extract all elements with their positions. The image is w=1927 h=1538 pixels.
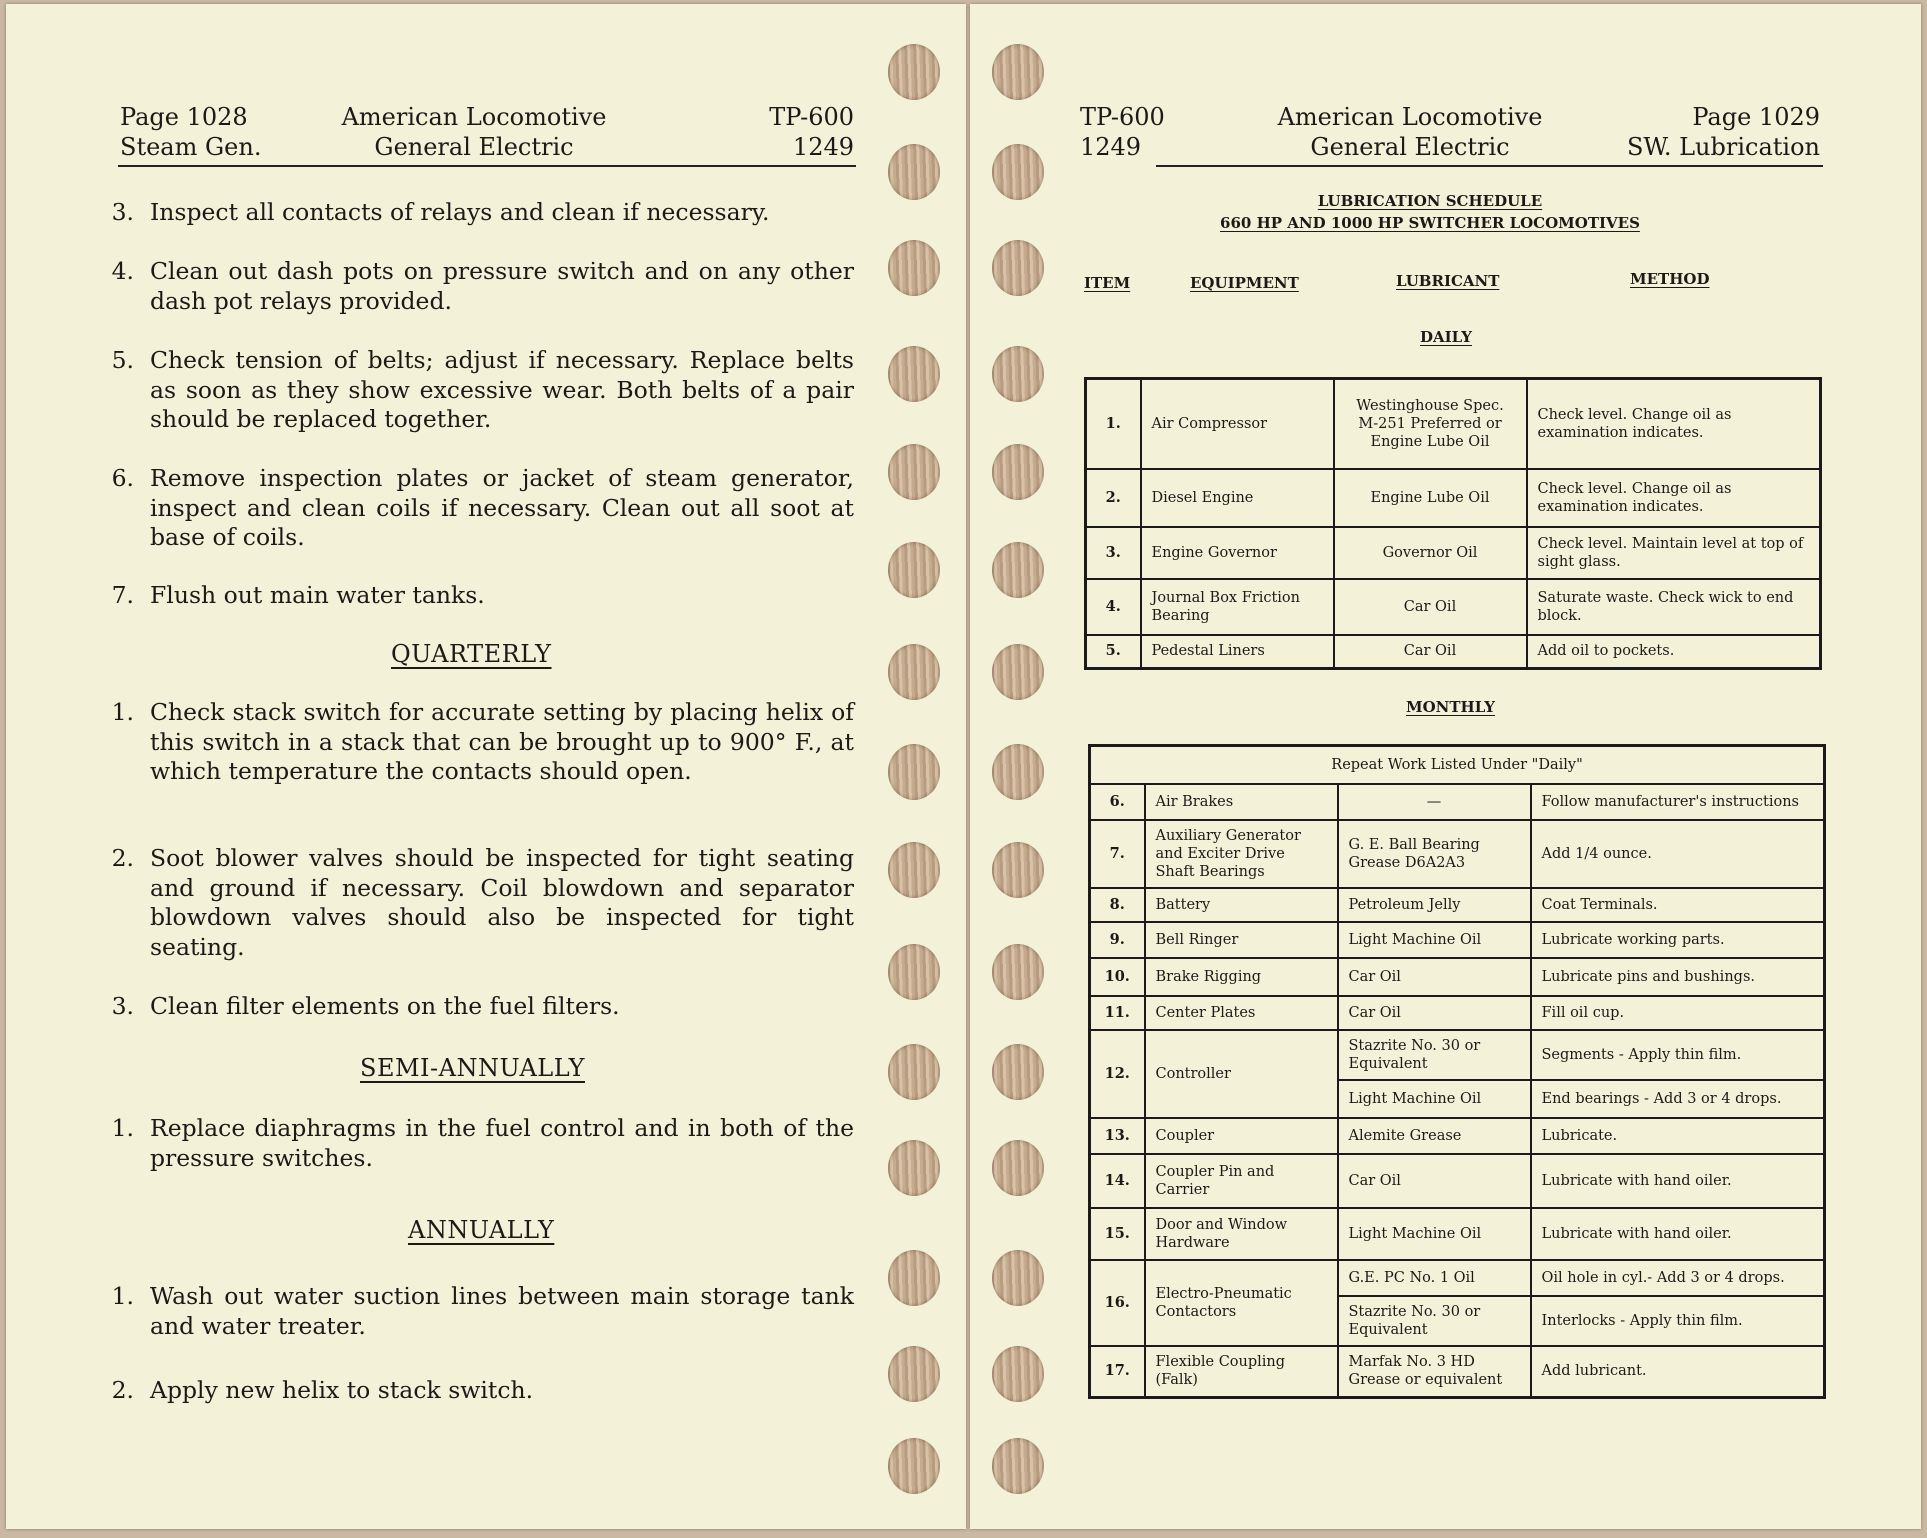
table-row (1090, 746, 1825, 784)
table-row (1090, 996, 1825, 1030)
method-cell: Lubricate with hand oiler. (1531, 1208, 1825, 1260)
binding-hole (992, 1346, 1044, 1402)
binding-hole (992, 1140, 1044, 1196)
binding-hole (888, 346, 940, 402)
schedule-title (1070, 192, 1790, 232)
method-cell: Check level. Maintain level at top of sight glass. (1527, 527, 1821, 579)
list-item (104, 992, 854, 1022)
method-cell: Fill oil cup. (1531, 996, 1825, 1030)
equipment-cell: Pedestal Liners (1141, 635, 1334, 669)
equipment-cell: Electro-Pneumatic Contactors (1145, 1260, 1338, 1346)
header-rule (1156, 165, 1823, 167)
item-text: Replace diaphragms in the fuel control and in both of the pressure switches. (150, 1114, 854, 1172)
quarterly-heading: QUARTERLY (391, 640, 552, 668)
table-row (1090, 1030, 1825, 1080)
method-cell: Lubricate with hand oiler. (1531, 1154, 1825, 1208)
binding-hole (992, 444, 1044, 500)
method-cell: Add lubricant. (1531, 1346, 1825, 1398)
item-number: 5. (111, 346, 134, 374)
company-line-1: American Locomotive (1277, 103, 1543, 131)
table-row (1090, 1118, 1825, 1154)
item-number: 5. (1086, 635, 1141, 669)
binding-hole (888, 744, 940, 800)
binding-hole (888, 1438, 940, 1494)
binding-hole (888, 944, 940, 1000)
binding-hole (992, 1044, 1044, 1100)
method-cell: Oil hole in cyl.- Add 3 or 4 drops. (1531, 1260, 1825, 1296)
right-doc-code-block (1080, 102, 1165, 162)
left-page (6, 4, 966, 1529)
method-cell: Lubricate. (1531, 1118, 1825, 1154)
item-number: 3. (111, 198, 134, 226)
method-cell: Check level. Change oil as examination indicates. (1527, 469, 1821, 527)
column-header-equipment: EQUIPMENT (1190, 274, 1299, 292)
equipment-cell: Air Brakes (1145, 784, 1338, 820)
lubricant-cell: G. E. Ball Bearing Grease D6A2A3 (1338, 820, 1531, 888)
item-number: 11. (1090, 996, 1145, 1030)
table-row (1090, 958, 1825, 996)
item-text: Check stack switch for accurate setting by placing helix of this switch in a stack that can be brought up to 900° F., at which temperature the contacts should open. (150, 698, 854, 785)
doc-code: TP-600 (1080, 103, 1165, 131)
lubricant-cell: Alemite Grease (1338, 1118, 1531, 1154)
daily-label: DAILY (1420, 328, 1472, 346)
method-cell: Lubricate pins and bushings. (1531, 958, 1825, 996)
table-row (1090, 1346, 1825, 1398)
doc-code: TP-600 (769, 103, 854, 131)
item-number: 2. (111, 844, 134, 872)
item-number: 4. (111, 257, 134, 285)
binding-hole (888, 1250, 940, 1306)
header-rule (118, 165, 856, 167)
binding-hole (992, 744, 1044, 800)
left-doc-code-block (706, 102, 854, 162)
item-number: 15. (1090, 1208, 1145, 1260)
item-number: 6. (111, 464, 134, 492)
company-line-2: General Electric (374, 133, 574, 161)
table-row (1090, 784, 1825, 820)
item-number: 10. (1090, 958, 1145, 996)
lubricant-cell: G.E. PC No. 1 Oil (1338, 1260, 1531, 1296)
binding-hole (992, 944, 1044, 1000)
column-header-item: ITEM (1084, 274, 1131, 292)
doc-number: 1249 (792, 133, 854, 161)
equipment-cell: Flexible Coupling (Falk) (1145, 1346, 1338, 1398)
binding-hole (992, 44, 1044, 100)
method-cell: Interlocks - Apply thin film. (1531, 1296, 1825, 1346)
lubricant-cell: Marfak No. 3 HD Grease or equivalent (1338, 1346, 1531, 1398)
item-number: 13. (1090, 1118, 1145, 1154)
page-number: Page 1029 (1692, 103, 1820, 131)
item-number: 4. (1086, 579, 1141, 635)
table-row (1086, 635, 1821, 669)
binding-hole (888, 44, 940, 100)
binding-hole (888, 644, 940, 700)
column-header-method: METHOD (1630, 270, 1710, 288)
monthly-label: MONTHLY (1406, 698, 1496, 716)
monthly-table (1088, 744, 1826, 1399)
binding-hole (992, 144, 1044, 200)
lubricant-cell: Stazrite No. 30 or Equivalent (1338, 1296, 1531, 1346)
lubricant-cell: Light Machine Oil (1338, 1208, 1531, 1260)
method-cell: Lubricate working parts. (1531, 922, 1825, 958)
method-cell: Check level. Change oil as examination indicates. (1527, 379, 1821, 469)
binding-hole (888, 444, 940, 500)
section-name: Steam Gen. (120, 133, 262, 161)
schedule-title-line-2: 660 HP AND 1000 HP SWITCHER LOCOMOTIVES (1220, 214, 1640, 232)
table-row (1086, 579, 1821, 635)
column-header-lubricant: LUBRICANT (1396, 272, 1500, 290)
item-text: Clean filter elements on the fuel filters. (150, 992, 620, 1020)
page-number: Page 1028 (120, 103, 248, 131)
annually-heading: ANNUALLY (408, 1216, 555, 1244)
binding-hole (992, 842, 1044, 898)
item-number: 16. (1090, 1260, 1145, 1346)
list-item (104, 257, 854, 316)
item-number: 7. (1090, 820, 1145, 888)
lubricant-cell: Car Oil (1338, 996, 1531, 1030)
item-text: Apply new helix to stack switch. (150, 1376, 534, 1404)
method-cell: End bearings - Add 3 or 4 drops. (1531, 1080, 1825, 1118)
binding-hole (992, 542, 1044, 598)
lubricant-cell: Engine Lube Oil (1334, 469, 1527, 527)
binding-hole (992, 644, 1044, 700)
binding-hole (992, 346, 1044, 402)
schedule-title-line-1: LUBRICATION SCHEDULE (1317, 192, 1543, 210)
method-cell: Coat Terminals. (1531, 888, 1825, 922)
item-number: 9. (1090, 922, 1145, 958)
list-item (104, 464, 854, 553)
equipment-cell: Coupler (1145, 1118, 1338, 1154)
lubricant-cell: Light Machine Oil (1338, 922, 1531, 958)
list-item (104, 581, 854, 611)
table-row (1086, 527, 1821, 579)
table-row (1090, 820, 1825, 888)
item-number: 3. (1086, 527, 1141, 579)
binding-hole (888, 542, 940, 598)
lubricant-cell: Westinghouse Spec. M-251 Preferred or Engine Lube Oil (1334, 379, 1527, 469)
method-cell: Segments - Apply thin film. (1531, 1030, 1825, 1080)
equipment-cell: Diesel Engine (1141, 469, 1334, 527)
equipment-cell: Controller (1145, 1030, 1338, 1118)
equipment-cell: Brake Rigging (1145, 958, 1338, 996)
binding-hole (992, 1250, 1044, 1306)
table-row (1090, 922, 1825, 958)
list-item (104, 698, 854, 787)
right-page (970, 4, 1921, 1529)
method-cell: Add oil to pockets. (1527, 635, 1821, 669)
item-number: 7. (111, 581, 134, 609)
lubricant-cell: Car Oil (1338, 958, 1531, 996)
item-number: 12. (1090, 1030, 1145, 1118)
right-page-number-block (1582, 102, 1820, 162)
equipment-cell: Battery (1145, 888, 1338, 922)
equipment-cell: Auxiliary Generator and Exciter Drive Shaft Bearings (1145, 820, 1338, 888)
binding-hole (888, 240, 940, 296)
method-cell: Follow manufacturer's instructions (1531, 784, 1825, 820)
binding-hole (888, 1044, 940, 1100)
lubricant-cell: Light Machine Oil (1338, 1080, 1531, 1118)
item-text: Inspect all contacts of relays and clean if necessary. (150, 198, 770, 226)
item-number: 1. (111, 698, 134, 726)
lubricant-cell: Petroleum Jelly (1338, 888, 1531, 922)
repeat-note: Repeat Work Listed Under "Daily" (1090, 746, 1825, 784)
table-row (1086, 469, 1821, 527)
equipment-cell: Engine Governor (1141, 527, 1334, 579)
item-text: Remove inspection plates or jacket of steam generator, inspect and clean coils if necessary. Clean out all soot at base of coils. (150, 464, 854, 551)
item-number: 3. (111, 992, 134, 1020)
equipment-cell: Journal Box Friction Bearing (1141, 579, 1334, 635)
list-item (104, 1282, 854, 1341)
binding-hole (888, 842, 940, 898)
item-number: 1. (111, 1114, 134, 1142)
item-text: Check tension of belts; adjust if necessary. Replace belts as soon as they show excessive wear. Both belts of a pair should be replaced together. (150, 346, 854, 433)
method-cell: Saturate waste. Check wick to end block. (1527, 579, 1821, 635)
method-cell: Add 1/4 ounce. (1531, 820, 1825, 888)
left-company-block (306, 102, 642, 162)
table-row (1090, 888, 1825, 922)
table-row (1090, 1154, 1825, 1208)
item-number: 1. (111, 1282, 134, 1310)
binding-hole (888, 1346, 940, 1402)
table-row (1086, 379, 1821, 469)
equipment-cell: Door and Window Hardware (1145, 1208, 1338, 1260)
company-line-2: General Electric (1310, 133, 1510, 161)
item-number: 17. (1090, 1346, 1145, 1398)
lubricant-cell: Car Oil (1338, 1154, 1531, 1208)
item-number: 2. (1086, 469, 1141, 527)
list-item (104, 1376, 854, 1406)
lubricant-cell: — (1338, 784, 1531, 820)
equipment-cell: Coupler Pin and Carrier (1145, 1154, 1338, 1208)
list-item (104, 346, 854, 435)
item-number: 14. (1090, 1154, 1145, 1208)
item-text: Flush out main water tanks. (150, 581, 485, 609)
list-item (104, 1114, 854, 1173)
doc-number: 1249 (1080, 133, 1142, 161)
binding-hole (992, 240, 1044, 296)
semi-annually-heading: SEMI-ANNUALLY (360, 1054, 585, 1082)
right-company-block (1250, 102, 1570, 162)
lubricant-cell: Governor Oil (1334, 527, 1527, 579)
equipment-cell: Center Plates (1145, 996, 1338, 1030)
binding-hole (992, 1438, 1044, 1494)
daily-table (1084, 377, 1822, 670)
section-name: SW. Lubrication (1626, 133, 1820, 161)
equipment-cell: Bell Ringer (1145, 922, 1338, 958)
item-text: Soot blower valves should be inspected for tight seating and ground if necessary. Coil blowdown and separator blowdown valves should also be inspected for tight seating. (150, 844, 854, 961)
item-text: Wash out water suction lines between main storage tank and water treater. (150, 1282, 854, 1340)
lubricant-cell: Car Oil (1334, 579, 1527, 635)
company-line-1: American Locomotive (341, 103, 607, 131)
item-number: 8. (1090, 888, 1145, 922)
lubricant-cell: Stazrite No. 30 or Equivalent (1338, 1030, 1531, 1080)
binding-hole (888, 1140, 940, 1196)
lubricant-cell: Car Oil (1334, 635, 1527, 669)
table-row (1090, 1260, 1825, 1296)
table-row (1090, 1208, 1825, 1260)
item-number: 2. (111, 1376, 134, 1404)
list-item (104, 198, 854, 228)
binding-hole (888, 144, 940, 200)
left-page-number-block (120, 102, 261, 162)
item-text: Clean out dash pots on pressure switch and on any other dash pot relays provided. (150, 257, 854, 315)
item-number: 6. (1090, 784, 1145, 820)
list-item (104, 844, 854, 962)
equipment-cell: Air Compressor (1141, 379, 1334, 469)
item-number: 1. (1086, 379, 1141, 469)
